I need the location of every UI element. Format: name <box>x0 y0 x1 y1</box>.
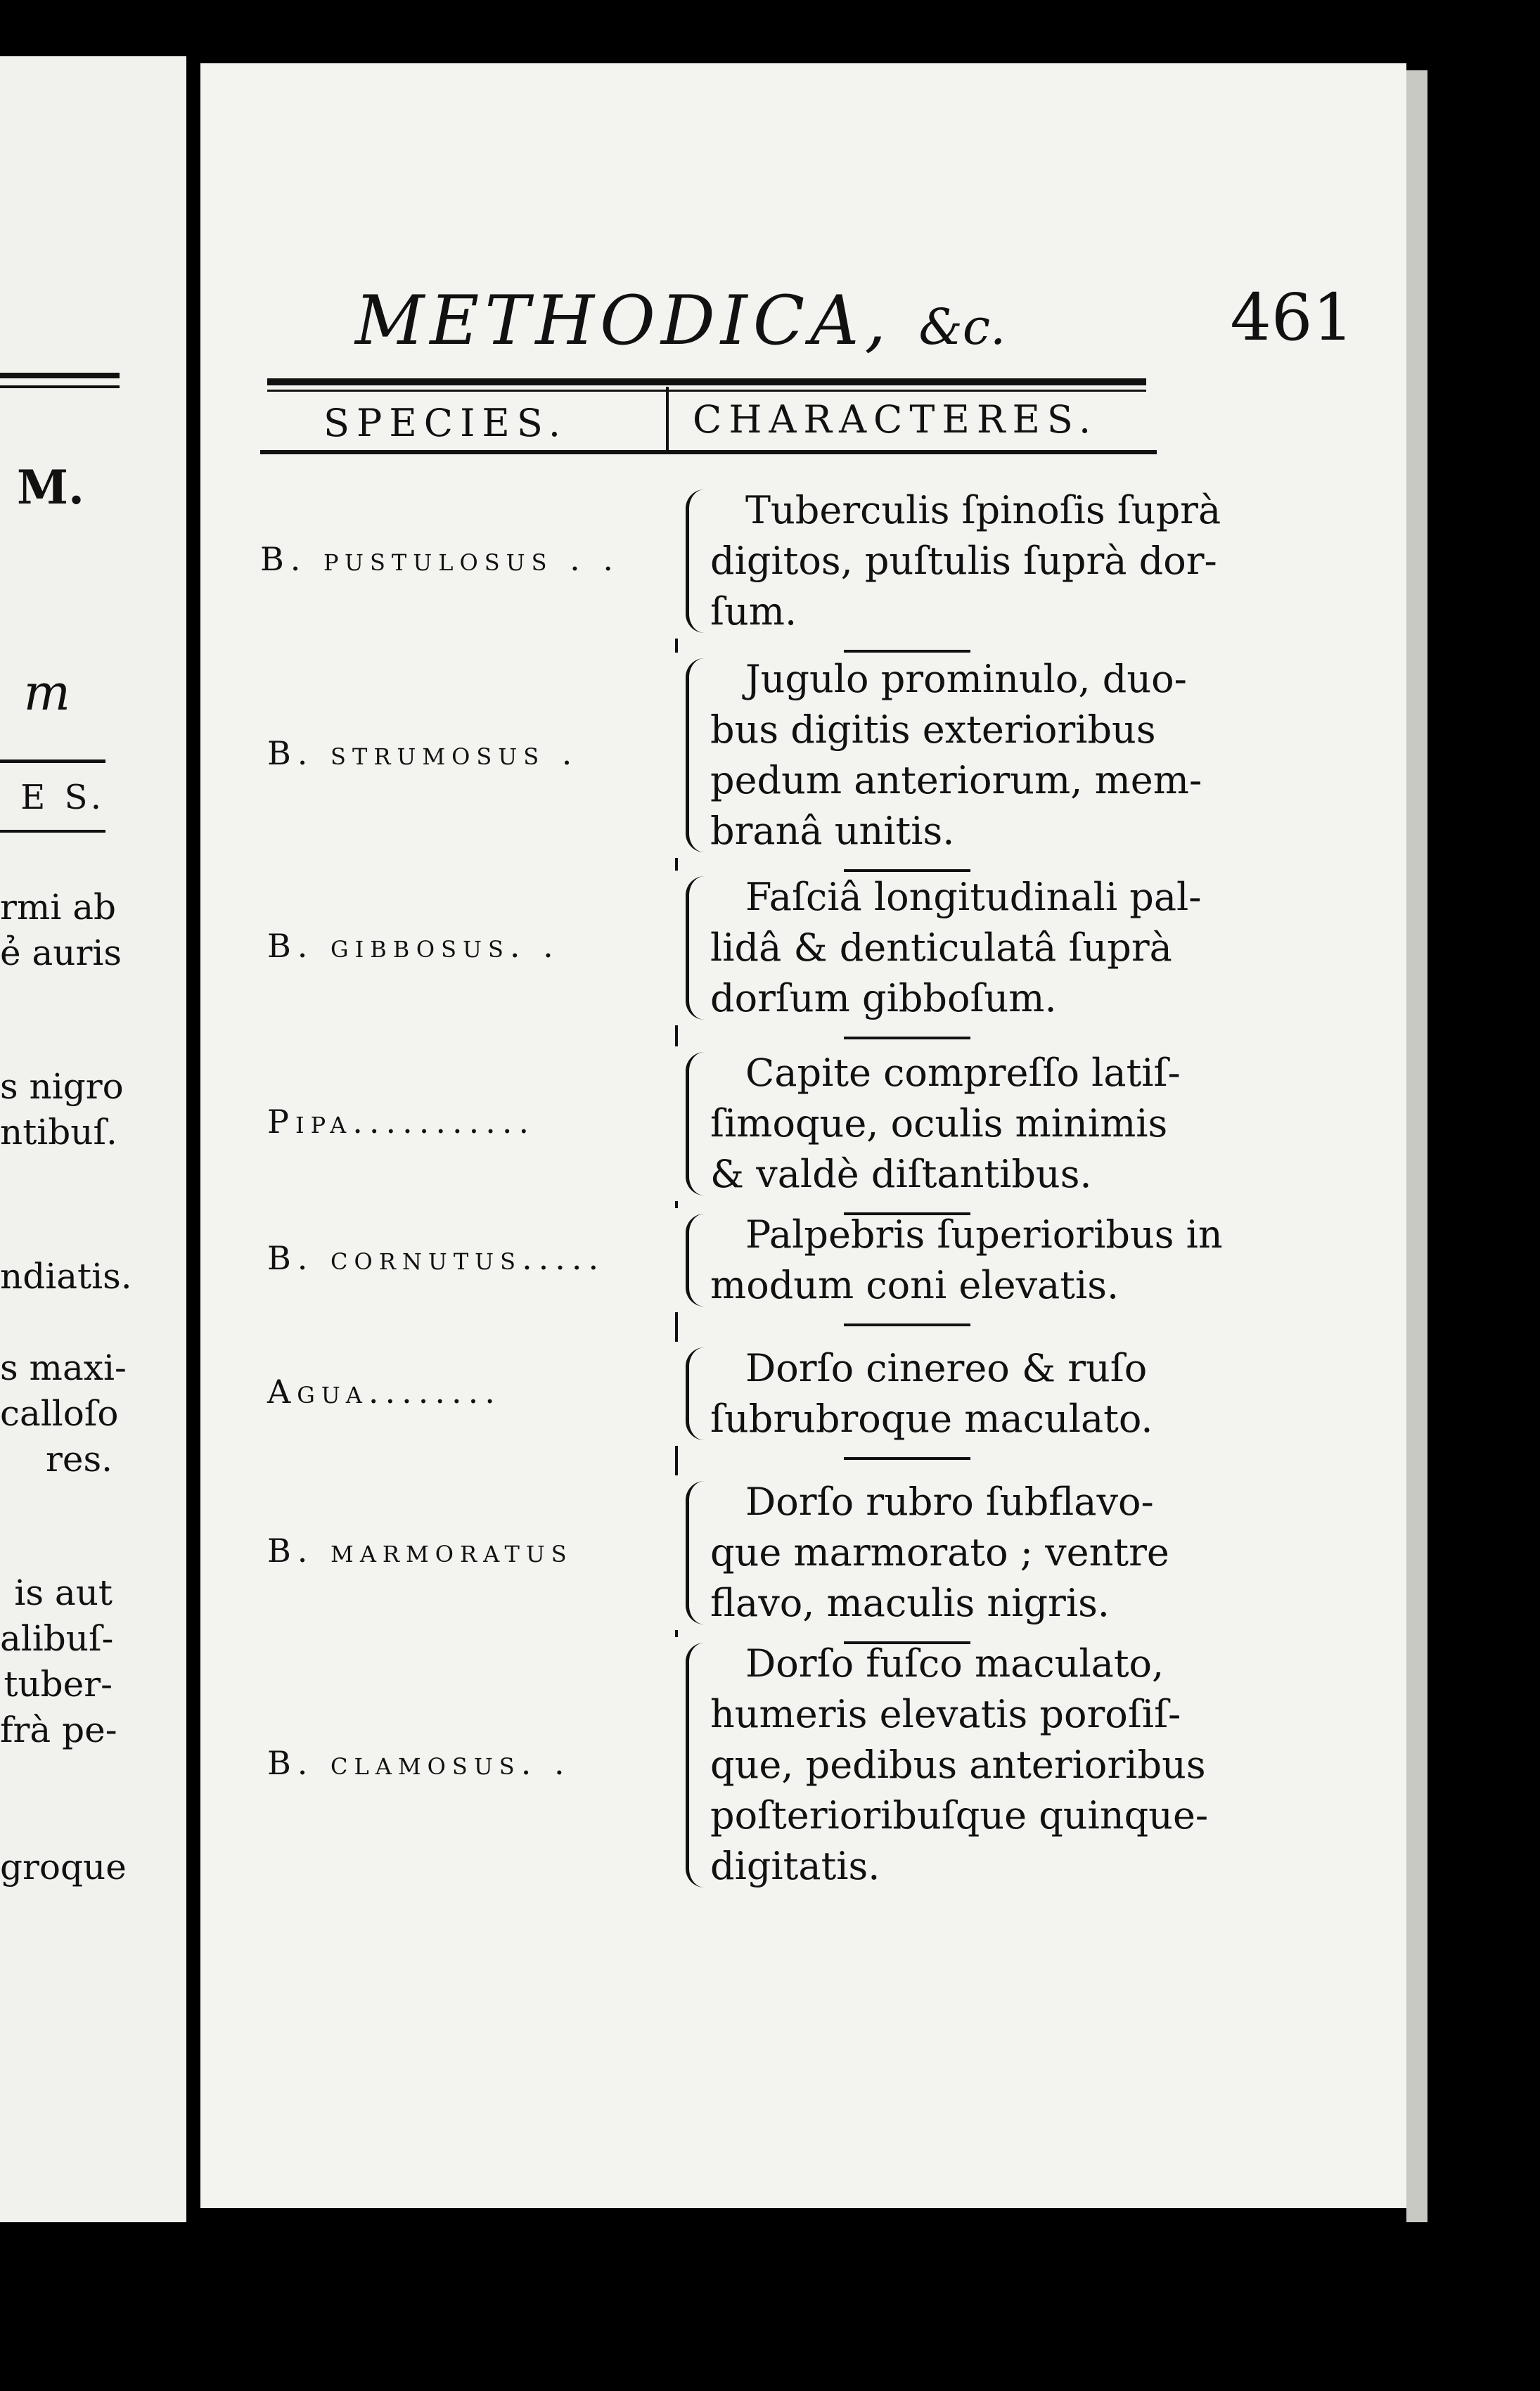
description-line: branâ unitis. <box>710 809 955 853</box>
brace <box>686 876 705 1020</box>
brace <box>686 1347 705 1440</box>
column-heading-species: SPECIES. <box>323 401 568 445</box>
book-page <box>200 63 1406 2208</box>
species-name: Pipa........... <box>267 1103 536 1141</box>
page-edge <box>1406 70 1427 2222</box>
brace <box>686 1481 705 1624</box>
left-page-rule <box>0 830 105 833</box>
column-divider-segment <box>675 1630 678 1637</box>
left-page-fragment: E S. <box>20 778 105 817</box>
character-description <box>710 1048 1181 1200</box>
character-description <box>710 485 1221 637</box>
character-description <box>710 654 1202 857</box>
entry-separator <box>844 1457 970 1460</box>
species-name: B. cornutus..... <box>267 1239 605 1277</box>
column-divider-segment <box>675 639 678 653</box>
description-line: flavo, maculis nigris. <box>710 1581 1110 1625</box>
character-description <box>710 1343 1160 1444</box>
left-page-fragment: s maxi- <box>0 1347 127 1388</box>
species-name: B. gibbosus. . <box>267 927 560 965</box>
left-page-fragment: M. <box>16 460 84 515</box>
description-line: que marmorato ; ventre <box>710 1530 1169 1575</box>
species-name: B. pustulosus . . <box>260 540 620 578</box>
column-divider-segment <box>675 1201 678 1208</box>
entry-separator <box>844 650 970 653</box>
description-line: que, pedibus anterioribus <box>710 1743 1206 1787</box>
character-description <box>710 872 1202 1024</box>
description-line: ſum. <box>710 589 797 634</box>
left-page-fragment: is aut <box>14 1572 113 1613</box>
running-title <box>355 281 1006 360</box>
column-divider <box>666 387 669 454</box>
description-line: ſubrubroque maculato. <box>710 1397 1153 1441</box>
description-line: digitos, puſtulis ſuprà dor- <box>710 539 1217 583</box>
description-line: Tuberculis ſpinoſis ſuprà <box>745 488 1221 532</box>
description-line: & valdè diſtantibus. <box>710 1152 1092 1196</box>
brace <box>686 1052 705 1196</box>
character-description <box>710 1477 1169 1629</box>
character-description <box>710 1639 1209 1892</box>
brace <box>686 658 705 852</box>
description-line: Dorſo rubro ſubflavo- <box>745 1480 1154 1524</box>
description-line: poſterioribuſque quinque- <box>710 1793 1209 1838</box>
description-line: pedum anteriorum, mem- <box>710 758 1202 802</box>
left-page-fragment: frà pe- <box>0 1710 117 1750</box>
brace <box>686 489 705 633</box>
left-page-fragment: s nigro <box>0 1066 124 1107</box>
description-line: Capite compreſſo latiſ- <box>745 1051 1181 1095</box>
description-line: Dorſo fuſco maculato, <box>745 1641 1164 1686</box>
species-name: B. marmoratus <box>267 1532 573 1570</box>
species-name: Agua........ <box>267 1373 501 1411</box>
description-line: digitatis. <box>710 1844 880 1888</box>
description-line: Dorſo cinereo & ruſo <box>745 1346 1148 1390</box>
left-page-fragment: calloſo <box>0 1393 119 1434</box>
column-divider-segment <box>675 858 678 871</box>
column-heading-characteres: CHARACTERES. <box>693 397 1098 442</box>
running-header <box>355 267 1354 366</box>
brace <box>686 1214 705 1307</box>
left-page-fragment: rmi ab <box>0 887 117 928</box>
left-page-fragment: m <box>23 664 70 722</box>
left-page-rule <box>0 759 105 763</box>
left-page-rule <box>0 385 120 388</box>
brace <box>686 1643 705 1887</box>
left-page-fragment: tuber- <box>4 1664 113 1705</box>
header-rule-thin <box>267 390 1146 392</box>
entry-separator <box>844 1323 970 1326</box>
description-line: bus digitis exterioribus <box>710 707 1156 752</box>
left-page-rule <box>0 373 120 378</box>
description-line: humeris elevatis poroſiſ- <box>710 1692 1181 1736</box>
description-line: Faſciâ longitudinali pal- <box>745 875 1202 919</box>
column-heading-rule <box>260 450 1157 454</box>
column-divider-segment <box>675 1446 678 1475</box>
running-title-etc: &c. <box>918 298 1006 356</box>
description-line: modum coni elevatis. <box>710 1263 1119 1307</box>
left-page-fragment: ntibuſ. <box>0 1112 117 1153</box>
running-title-text: METHODICA, <box>355 281 892 360</box>
column-divider-segment <box>675 1312 678 1342</box>
entry-separator <box>844 1037 970 1039</box>
character-description <box>710 1210 1223 1311</box>
left-facing-page <box>0 56 186 2222</box>
description-line: Palpebris ſuperioribus in <box>745 1212 1223 1257</box>
description-line: dorſum gibboſum. <box>710 976 1057 1020</box>
species-name: B. strumosus . <box>267 734 579 772</box>
left-page-fragment: groque <box>0 1847 127 1887</box>
description-line: lidâ & denticulatâ ſuprà <box>710 925 1172 970</box>
left-page-fragment: ndiatis. <box>0 1256 132 1297</box>
left-page-fragment: alibuſ- <box>0 1618 114 1659</box>
species-name: B. clamosus. . <box>267 1744 571 1782</box>
page-number: 461 <box>1230 280 1354 355</box>
header-rule-thick <box>267 378 1146 385</box>
column-divider-segment <box>675 1025 678 1046</box>
left-page-fragment: ẻ auris <box>0 932 122 973</box>
left-page-fragment: res. <box>45 1439 113 1480</box>
description-line: ſimoque, oculis minimis <box>710 1101 1168 1146</box>
description-line: Jugulo prominulo, duo- <box>745 657 1187 701</box>
